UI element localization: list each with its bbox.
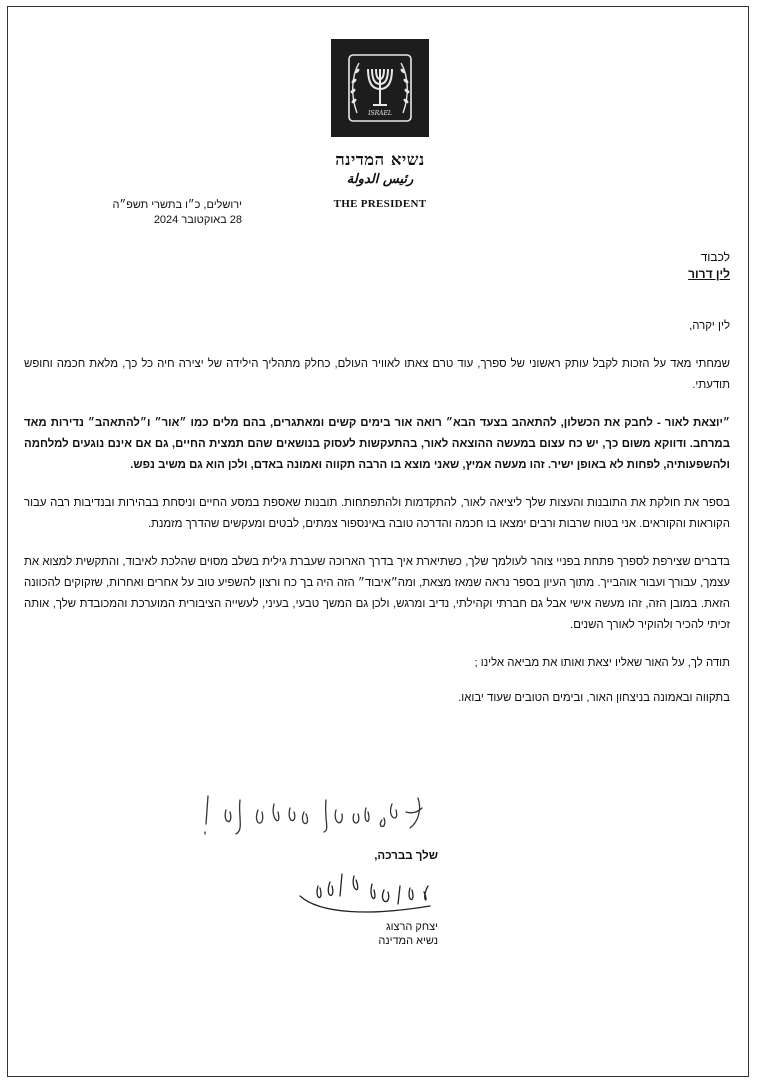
paragraph-2: ״יוצאת לאור - לחבק את הכשלון, להתאהב בצעד הבא״ רואה אור בימים קשים ומאתגרים, בהם מלים כמו ״אור״ ו״להתאהב״ נדירות מאד במרחב. ודווקא משום כך, יש כח עצום במעשה ההוצאה לאור, בהתעקשות לעסוק בנושאים שהם תמצית החיים, גם אם אינם נוגעים למלחמה ולהשפעותיה, לפחות לא באופן ישיר. זהו מעשה אמיץ, שאני מוצא בו הרבה תקווה ואמונה באדם, ולכן הוא גם משיב נפש.: [24, 417, 730, 471]
letter-body: [24, 316, 730, 723]
signer-title: נשיא המדינה: [378, 935, 438, 947]
addressee-name: לין דרור: [688, 267, 730, 281]
signer-name: יצחק הרצוג: [386, 921, 438, 933]
date-block: [22, 198, 242, 228]
state-emblem-icon: [331, 39, 429, 137]
paragraph-5: תודה לך, על האור שאליו יצאת ואותו את מביאה אלינו ;: [474, 657, 730, 669]
office-title-english: THE PRESIDENT: [333, 198, 427, 210]
signer-block: [288, 920, 438, 948]
date-gregorian: 28 באוקטובר 2024: [153, 214, 242, 226]
addressee: [530, 249, 730, 283]
greeting: לין יקרה,: [689, 320, 730, 332]
paragraph-1: שמחתי מאד על הזכות לקבל עותק ראשוני של ספרך, עוד טרם צאתו לאוויר העולם, כחלק מתהליך הילידה של יצירה חיה כל כך, מלאת חכמה וחופש תודעתי.: [24, 358, 730, 391]
office-title-hebrew: נשיא המדינה: [335, 150, 425, 169]
closing: שלך בברכה,: [374, 850, 438, 862]
emblem-motto: ISRAEL: [368, 110, 392, 117]
handwritten-note: [186, 790, 436, 842]
paragraph-3: בספר את חולקת את התובנות והעצות שלך ליציאה לאור, להתקדמות ולהתפתחות. תובנות שאספת במסע החיים וניסחת בבהירות ובנדיבות רבה עבור הקוראות והקוראים. אני בטוח שרבות ורבים ימצאו בו חכמה והדרכה טובה באינספור צמתים, לבטים ומעקשים שהדרך מזמנת.: [24, 497, 730, 530]
date-hebrew: ירושלים, כ״ו בתשרי תשפ״ה: [112, 199, 242, 211]
paragraph-6: בתקווה ובאמונה בניצחון האור, ובימים הטובים שעוד יבואו.: [458, 692, 730, 704]
paragraph-4: בדברים שצירפת לספרך פתחת בפניי צוהר לעולמך שלך, כשתיארת איך בדרך הארוכה שעברת גילית בשלב מסוים שהלכת לאיבוד, והתקשית למצוא את עצמך, עבורך ועבור אוהבייך. מתוך העיון בספר נראה שמאז מצאת, ומה״איבוד״ הזה היה בך כח ורצון להשפיע טוב על אחרים ואחרות, שזקוקים להכוונה הזאת. במובן הזה, זהו מעשה אישי אבל גם חברתי וקהילתי, נדיב ומרגש, ולכן גם המשך טבעי, בעיני, לעשייה הציבורית המוערכת והמכובדת שלך, אותה זכיתי להכיר ולהוקיר לאורך השנים.: [24, 556, 730, 631]
addressee-honorific: לכבוד: [700, 250, 730, 264]
office-title-arabic: رئيس الدولة: [346, 172, 414, 187]
